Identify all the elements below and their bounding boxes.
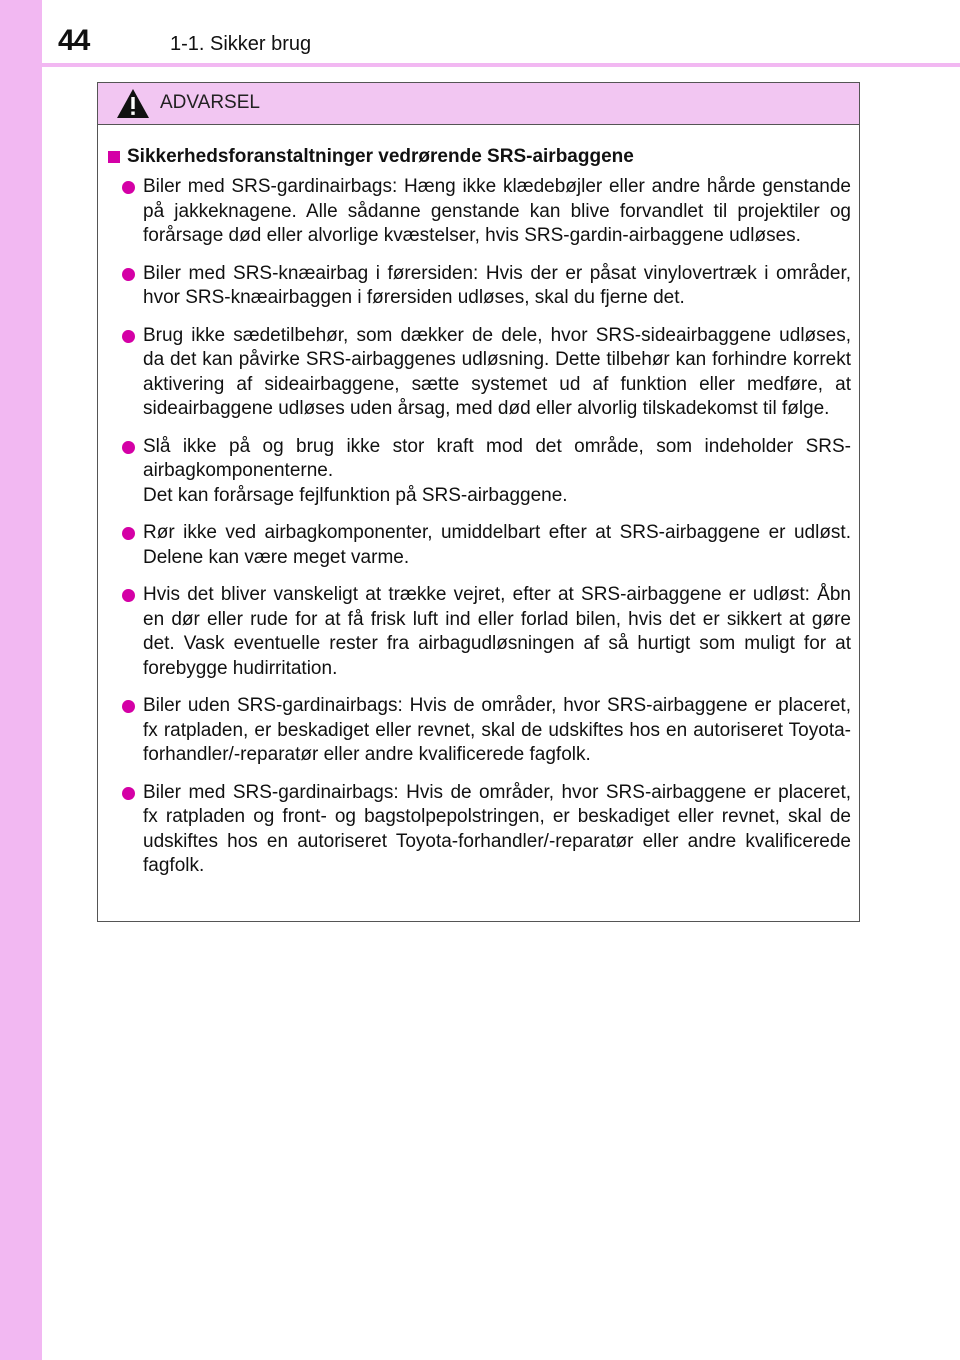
list-item xyxy=(108,324,851,422)
list-item-text: Rør ikke ved airbagkomponenter, umiddelbart efter at SRS-airbaggene er udløst. Delene kan være meget varme. xyxy=(143,522,851,568)
list-item-text: Biler med SRS-gardinairbags: Hvis de områder, hvor SRS-airbaggene er placeret, fx ratpladen og front- og bagstolpepolstringen, er beskadiget eller revnet, skal de udskiftes hos en autoriseret Toyota-forhandler/-reparatør eller andre kvalificerede fagfolk. xyxy=(143,781,851,876)
list-item-text: Det kan forårsage fejlfunktion på SRS-airbaggene. xyxy=(143,484,568,506)
header-rule xyxy=(0,63,960,67)
list-item-text: Biler uden SRS-gardinairbags: Hvis de områder, hvor SRS-airbaggene er placeret, fx ratpladen, er beskadiget eller revnet, skal de udskiftes hos en autoriseret Toyota-forhandler/-reparatør eller andre kvalificerede fagfolk. xyxy=(143,695,851,765)
warning-list xyxy=(108,175,851,879)
round-bullet-icon xyxy=(122,181,135,194)
section-title: 1-1. Sikker brug xyxy=(170,33,312,55)
round-bullet-icon xyxy=(122,700,135,713)
round-bullet-icon xyxy=(122,527,135,540)
list-item-text: Biler med SRS-gardinairbags: Hæng ikke klædebøjler eller andre hårde genstande på jakkeknagene. Alle sådanne genstande kan blive forvandlet til projektiler og forårsage død eller alvorlige kvæstelser, hvis SRS-gardin-airbaggene udløses. xyxy=(143,176,851,246)
list-item xyxy=(108,175,851,249)
warning-label: ADVARSEL xyxy=(160,92,260,113)
warning-body xyxy=(98,125,859,879)
warning-subheading xyxy=(108,145,851,169)
list-item-text: Biler med SRS-knæairbag i førersiden: Hvis der er påsat vinylovertræk i områder, hvor SRS-knæairbaggen i førersiden udløses, skal du fjerne det. xyxy=(143,262,851,308)
warning-triangle-icon xyxy=(116,88,150,119)
warning-header xyxy=(98,83,859,125)
list-item-text: Hvis det bliver vanskeligt at trække vejret, efter at SRS-airbaggene er udløst: Åbn en dør eller rude for at få frisk luft ind eller forlad bilen, hvis det er sikkert at gøre det. Vask eventuelle rester fra airbagudløsningen af så hurtigt som muligt for at forebygge hudirritation. xyxy=(143,584,851,679)
list-item-text: Slå ikke på og brug ikke stor kraft mod det område, som indeholder SRS-airbagkomponenterne. xyxy=(143,435,851,481)
round-bullet-icon xyxy=(122,787,135,800)
list-item xyxy=(108,694,851,768)
list-item xyxy=(108,435,851,509)
list-item xyxy=(108,583,851,681)
list-item xyxy=(108,781,851,879)
warning-box xyxy=(97,82,860,922)
page-number: 44 xyxy=(58,24,90,57)
square-bullet-icon xyxy=(108,151,120,163)
round-bullet-icon xyxy=(122,589,135,602)
round-bullet-icon xyxy=(122,330,135,343)
round-bullet-icon xyxy=(122,268,135,281)
round-bullet-icon xyxy=(122,441,135,454)
list-item-text: Brug ikke sædetilbehør, som dækker de dele, hvor SRS-sideairbaggene udløses, da det kan påvirke SRS-airbaggenes udløsning. Dette tilbehør kan forhindre korrekt aktivering af sideairbaggene, sætte systemet ud af funktion eller medføre, at sideairbaggene udløses uden årsag, med død eller alvorlig tilskadekomst til følge. xyxy=(143,324,851,419)
list-item xyxy=(108,521,851,570)
list-item xyxy=(108,262,851,311)
side-color-strip xyxy=(0,0,42,1360)
warning-subheading-text: Sikkerhedsforanstaltninger vedrørende SRS-airbaggene xyxy=(127,146,634,167)
